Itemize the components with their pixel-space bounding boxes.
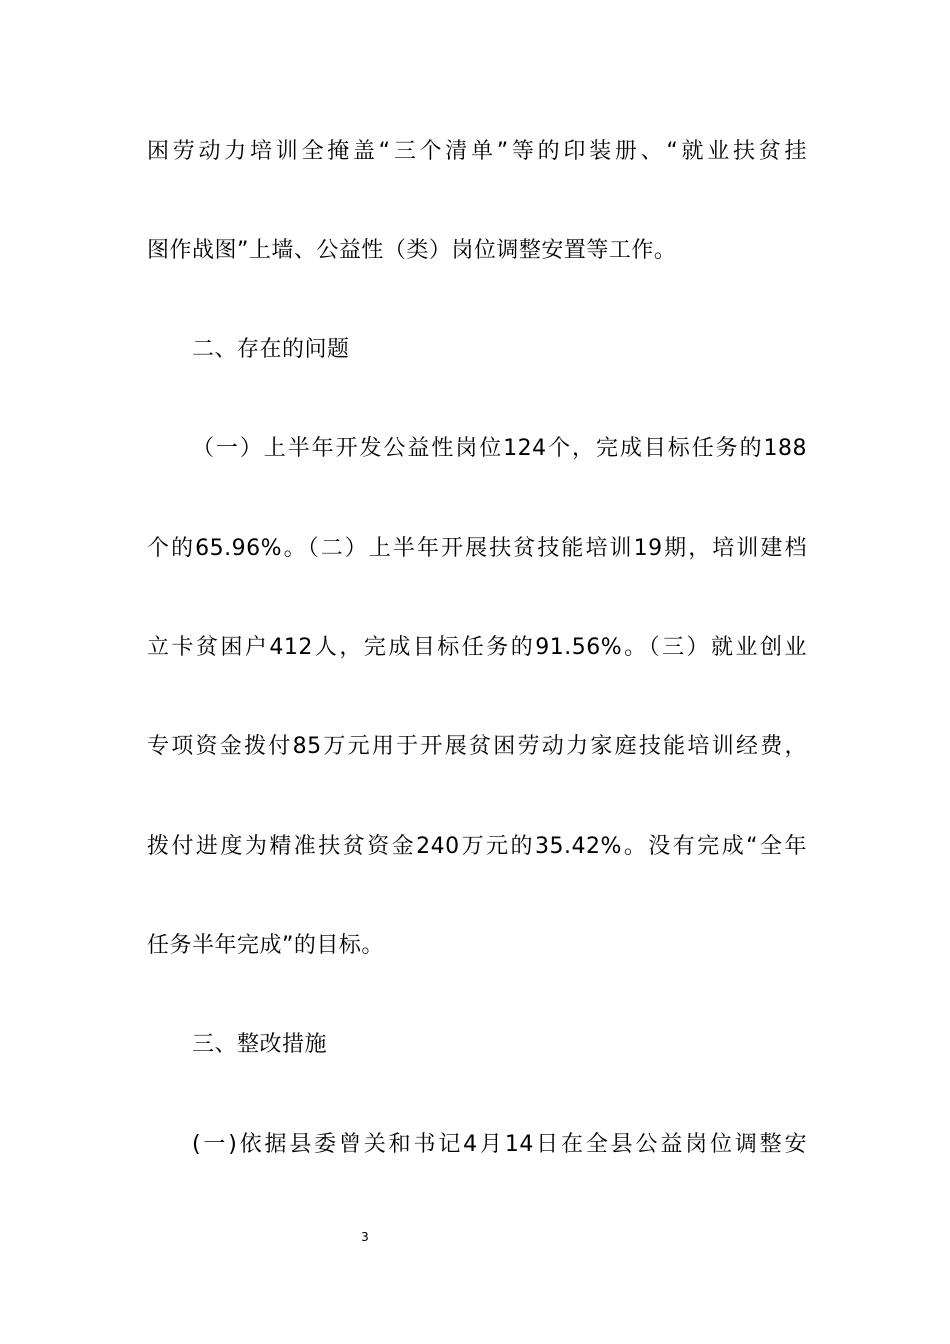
paragraph-line: 困劳动力培训全掩盖“三个清单”等的印装册、“就业扶贫挂 <box>147 139 807 164</box>
section-heading-problems: 二、存在的问题 <box>192 337 350 362</box>
paragraph-line: 拨付进度为精准扶贫资金240万元的35.42%。没有完成“全年 <box>147 834 807 859</box>
paragraph-line: 专项资金拨付85万元用于开展贫困劳动力家庭技能培训经费， <box>147 734 807 759</box>
paragraph-line: (一)依据县委曾关和书记4月14日在全县公益岗位调整安 <box>192 1132 807 1157</box>
paragraph-line: 任务半年完成”的目标。 <box>147 933 384 958</box>
paragraph-line: 立卡贫困户412人，完成目标任务的91.56%。（三）就业创业 <box>147 635 807 660</box>
section-heading-measures: 三、整改措施 <box>192 1032 328 1057</box>
page-number: 3 <box>361 1230 369 1244</box>
paragraph-line: 图作战图”上墙、公益性（类）岗位调整安置等工作。 <box>147 238 677 263</box>
paragraph-line: （一）上半年开发公益性岗位124个，完成目标任务的188 <box>192 436 807 461</box>
paragraph-line: 个的65.96%。（二）上半年开展扶贫技能培训19期，培训建档 <box>147 536 807 561</box>
